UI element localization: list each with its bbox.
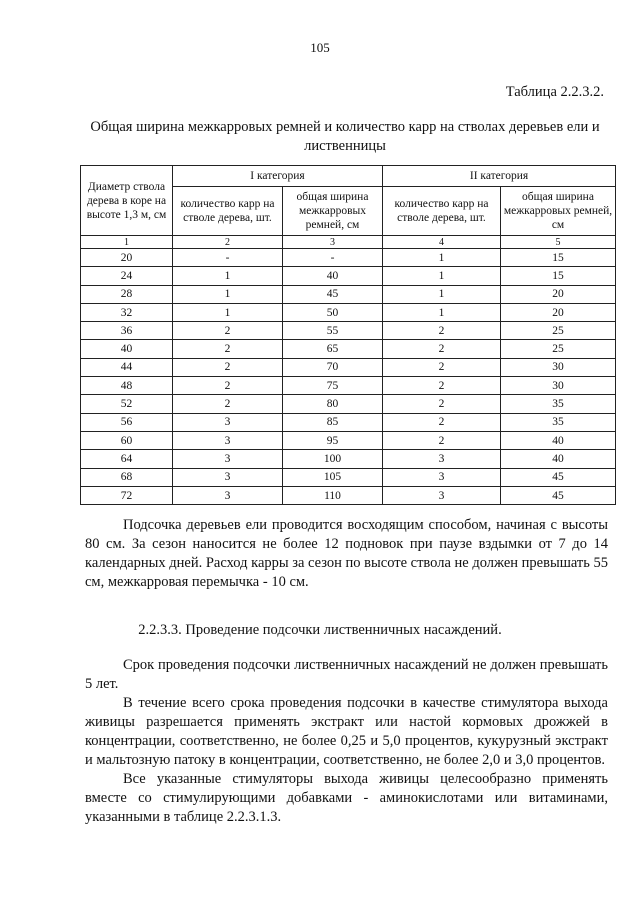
header-count-cat2: количество карр на стволе дерева, шт. (383, 187, 501, 236)
table-cell: 2 (173, 340, 283, 358)
table-cell: 105 (283, 468, 383, 486)
table-cell: 70 (283, 358, 383, 376)
table-cell: 2 (383, 377, 501, 395)
table-row (81, 395, 616, 413)
table-cell: 40 (283, 267, 383, 285)
table-cell: 36 (81, 322, 173, 340)
table-cell: - (283, 249, 383, 267)
table-cell: 45 (501, 468, 616, 486)
table-cell: 3 (173, 468, 283, 486)
paragraph-larch-duration: Срок проведения подсочки лиственничных насаждений не должен превышать 5 лет. (85, 657, 608, 692)
table-cell: 2 (173, 358, 283, 376)
table-cell: 1 (383, 249, 501, 267)
table-label: Таблица 2.2.3.2. (505, 84, 604, 100)
paragraph-spruce-tapping: Подсочка деревьев ели проводится восходящим способом, начиная с высоты 80 см. За сезон наносится не более 12 подновок при паузе вздымки от 7 до 14 календарных дней. Расход карры за сезон по высоте ствола не должен превышать 55 см, межкарровая перемычка - 10 см. (85, 517, 609, 590)
table-cell: 2 (383, 322, 501, 340)
table-cell: 64 (81, 450, 173, 468)
table-row (81, 249, 616, 267)
table-cell: 110 (283, 486, 383, 504)
table-cell: 40 (501, 431, 616, 449)
table-cell: 1 (383, 285, 501, 303)
table-cell: 40 (501, 450, 616, 468)
table-cell: 28 (81, 285, 173, 303)
table-row (81, 340, 616, 358)
table-cell: 35 (501, 413, 616, 431)
section-heading: 2.2.3.3. Проведение подсочки лиственничных насаждений. (138, 622, 502, 638)
table-row (81, 450, 616, 468)
table-cell: 2 (173, 377, 283, 395)
table-cell: 50 (283, 303, 383, 321)
table-cell: 65 (283, 340, 383, 358)
table-cell: 72 (81, 486, 173, 504)
table-cell: 2 (383, 431, 501, 449)
table-cell: 2 (173, 322, 283, 340)
table-cell: 3 (173, 486, 283, 504)
table-row (81, 267, 616, 285)
table-cell: 24 (81, 267, 173, 285)
table-cell: 44 (81, 358, 173, 376)
column-number: 5 (501, 236, 616, 249)
table-body (81, 249, 616, 505)
table-cell: 3 (383, 450, 501, 468)
table-cell: 45 (283, 285, 383, 303)
table-cell: 68 (81, 468, 173, 486)
table-cell: 30 (501, 358, 616, 376)
column-number: 4 (383, 236, 501, 249)
table-cell: 3 (173, 450, 283, 468)
table-cell: 15 (501, 267, 616, 285)
table-cell: 75 (283, 377, 383, 395)
table-row (81, 413, 616, 431)
table-cell: 3 (173, 413, 283, 431)
table-cell: 95 (283, 431, 383, 449)
table-cell: 2 (383, 358, 501, 376)
table-cell: 60 (81, 431, 173, 449)
table-cell: 2 (173, 395, 283, 413)
table-cell: 45 (501, 486, 616, 504)
paragraph-stimulators: В течение всего срока проведения подсочки в качестве стимулятора выхода живицы разрешается применять экстракт или настой кормовых дрожжей в концентрации, соответственно, не более 0,25 и 5,0 процентов, кукурузный экстракт и мальтозную патоку в концентрации, соответственно, не более 2,0 и 3,0 процентов. (85, 695, 608, 768)
table-cell: 1 (173, 267, 283, 285)
table-cell: 2 (383, 340, 501, 358)
table-cell: 3 (383, 486, 501, 504)
table-cell: 40 (81, 340, 173, 358)
table-cell: 1 (173, 285, 283, 303)
table-row (81, 468, 616, 486)
table-cell: 85 (283, 413, 383, 431)
table-cell: 3 (383, 468, 501, 486)
table-cell: 80 (283, 395, 383, 413)
table-title: Общая ширина межкарровых ремней и количество карр на стволах деревьев ели и лиственницы (90, 119, 600, 154)
header-diameter: Диаметр ствола дерева в коре на высоте 1,3 м, см (81, 166, 173, 236)
header-width-cat1: общая ширина межкарровых ремней, см (283, 187, 383, 236)
table-cell: 32 (81, 303, 173, 321)
table-cell: 56 (81, 413, 173, 431)
table-cell: 35 (501, 395, 616, 413)
page-number: 105 (310, 40, 330, 55)
table-row (81, 303, 616, 321)
column-number: 1 (81, 236, 173, 249)
table-row (81, 431, 616, 449)
table-cell: 1 (383, 303, 501, 321)
table-row (81, 377, 616, 395)
header-count-cat1: количество карр на стволе дерева, шт. (173, 187, 283, 236)
header-category-2: II категория (383, 166, 616, 187)
table-cell: 25 (501, 340, 616, 358)
header-category-1: I категория (173, 166, 383, 187)
table-cell: - (173, 249, 283, 267)
table-cell: 52 (81, 395, 173, 413)
table-cell: 2 (383, 395, 501, 413)
table-cell: 2 (383, 413, 501, 431)
paragraph-additives: Все указанные стимуляторы выхода живицы целесообразно применять вместе со стимулирующими добавками - аминокислотами или витаминами, указанными в таблице 2.2.3.1.3. (85, 771, 608, 825)
table-cell: 20 (501, 303, 616, 321)
table-row (81, 322, 616, 340)
table-cell: 15 (501, 249, 616, 267)
table-cell: 48 (81, 377, 173, 395)
table-cell: 1 (383, 267, 501, 285)
header-width-cat2: общая ширина межкарровых ремней, см (501, 187, 616, 236)
column-number: 3 (283, 236, 383, 249)
table-cell: 25 (501, 322, 616, 340)
table-cell: 20 (501, 285, 616, 303)
table-row (81, 358, 616, 376)
table-row (81, 285, 616, 303)
table-row (81, 486, 616, 504)
column-number: 2 (173, 236, 283, 249)
table-cell: 30 (501, 377, 616, 395)
table-cell: 3 (173, 431, 283, 449)
data-table (80, 165, 616, 505)
table-cell: 55 (283, 322, 383, 340)
table-cell: 1 (173, 303, 283, 321)
table-cell: 20 (81, 249, 173, 267)
table-cell: 100 (283, 450, 383, 468)
